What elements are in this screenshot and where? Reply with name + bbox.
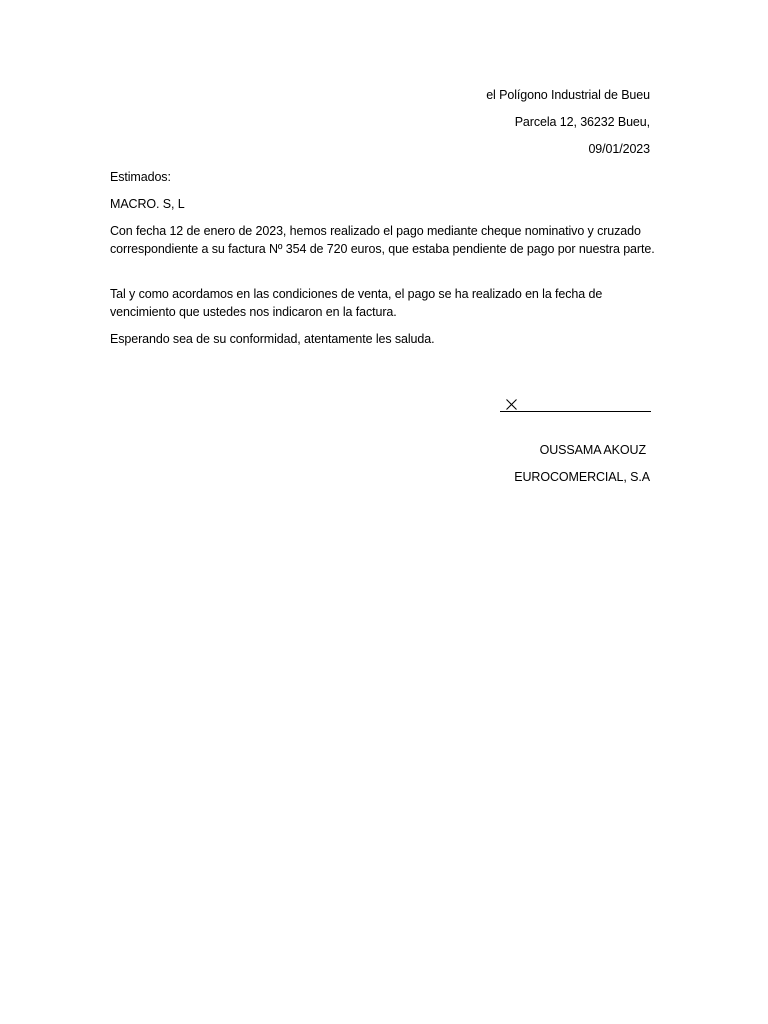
signer-name: OUSSAMA AKOUZ bbox=[539, 443, 646, 457]
x-mark-icon bbox=[505, 398, 518, 411]
recipient-name: MACRO. S, L bbox=[110, 197, 185, 211]
letter-date: 09/01/2023 bbox=[588, 142, 650, 156]
body-paragraph-conditions: Tal y como acordamos en las condiciones de venta, el pago se ha realizado en la fecha de vencimiento que ustedes nos indicaron en la factura. bbox=[110, 287, 603, 319]
sender-address-line-1: el Polígono Industrial de Bueu bbox=[486, 88, 650, 102]
body-paragraph-payment: Con fecha 12 de enero de 2023, hemos realizado el pago mediante cheque nominativo y cruzado correspondiente a su factura Nº 354 de 720 euros, que estaba pendiente de pago por nuestra parte. bbox=[110, 224, 655, 256]
greeting: Estimados: bbox=[110, 170, 171, 184]
closing-line: Esperando sea de su conformidad, atentamente les saluda. bbox=[110, 332, 435, 346]
signature-line bbox=[500, 411, 651, 412]
signer-company: EUROCOMERCIAL, S.A bbox=[514, 470, 650, 484]
sender-address-line-2: Parcela 12, 36232 Bueu, bbox=[514, 115, 650, 129]
